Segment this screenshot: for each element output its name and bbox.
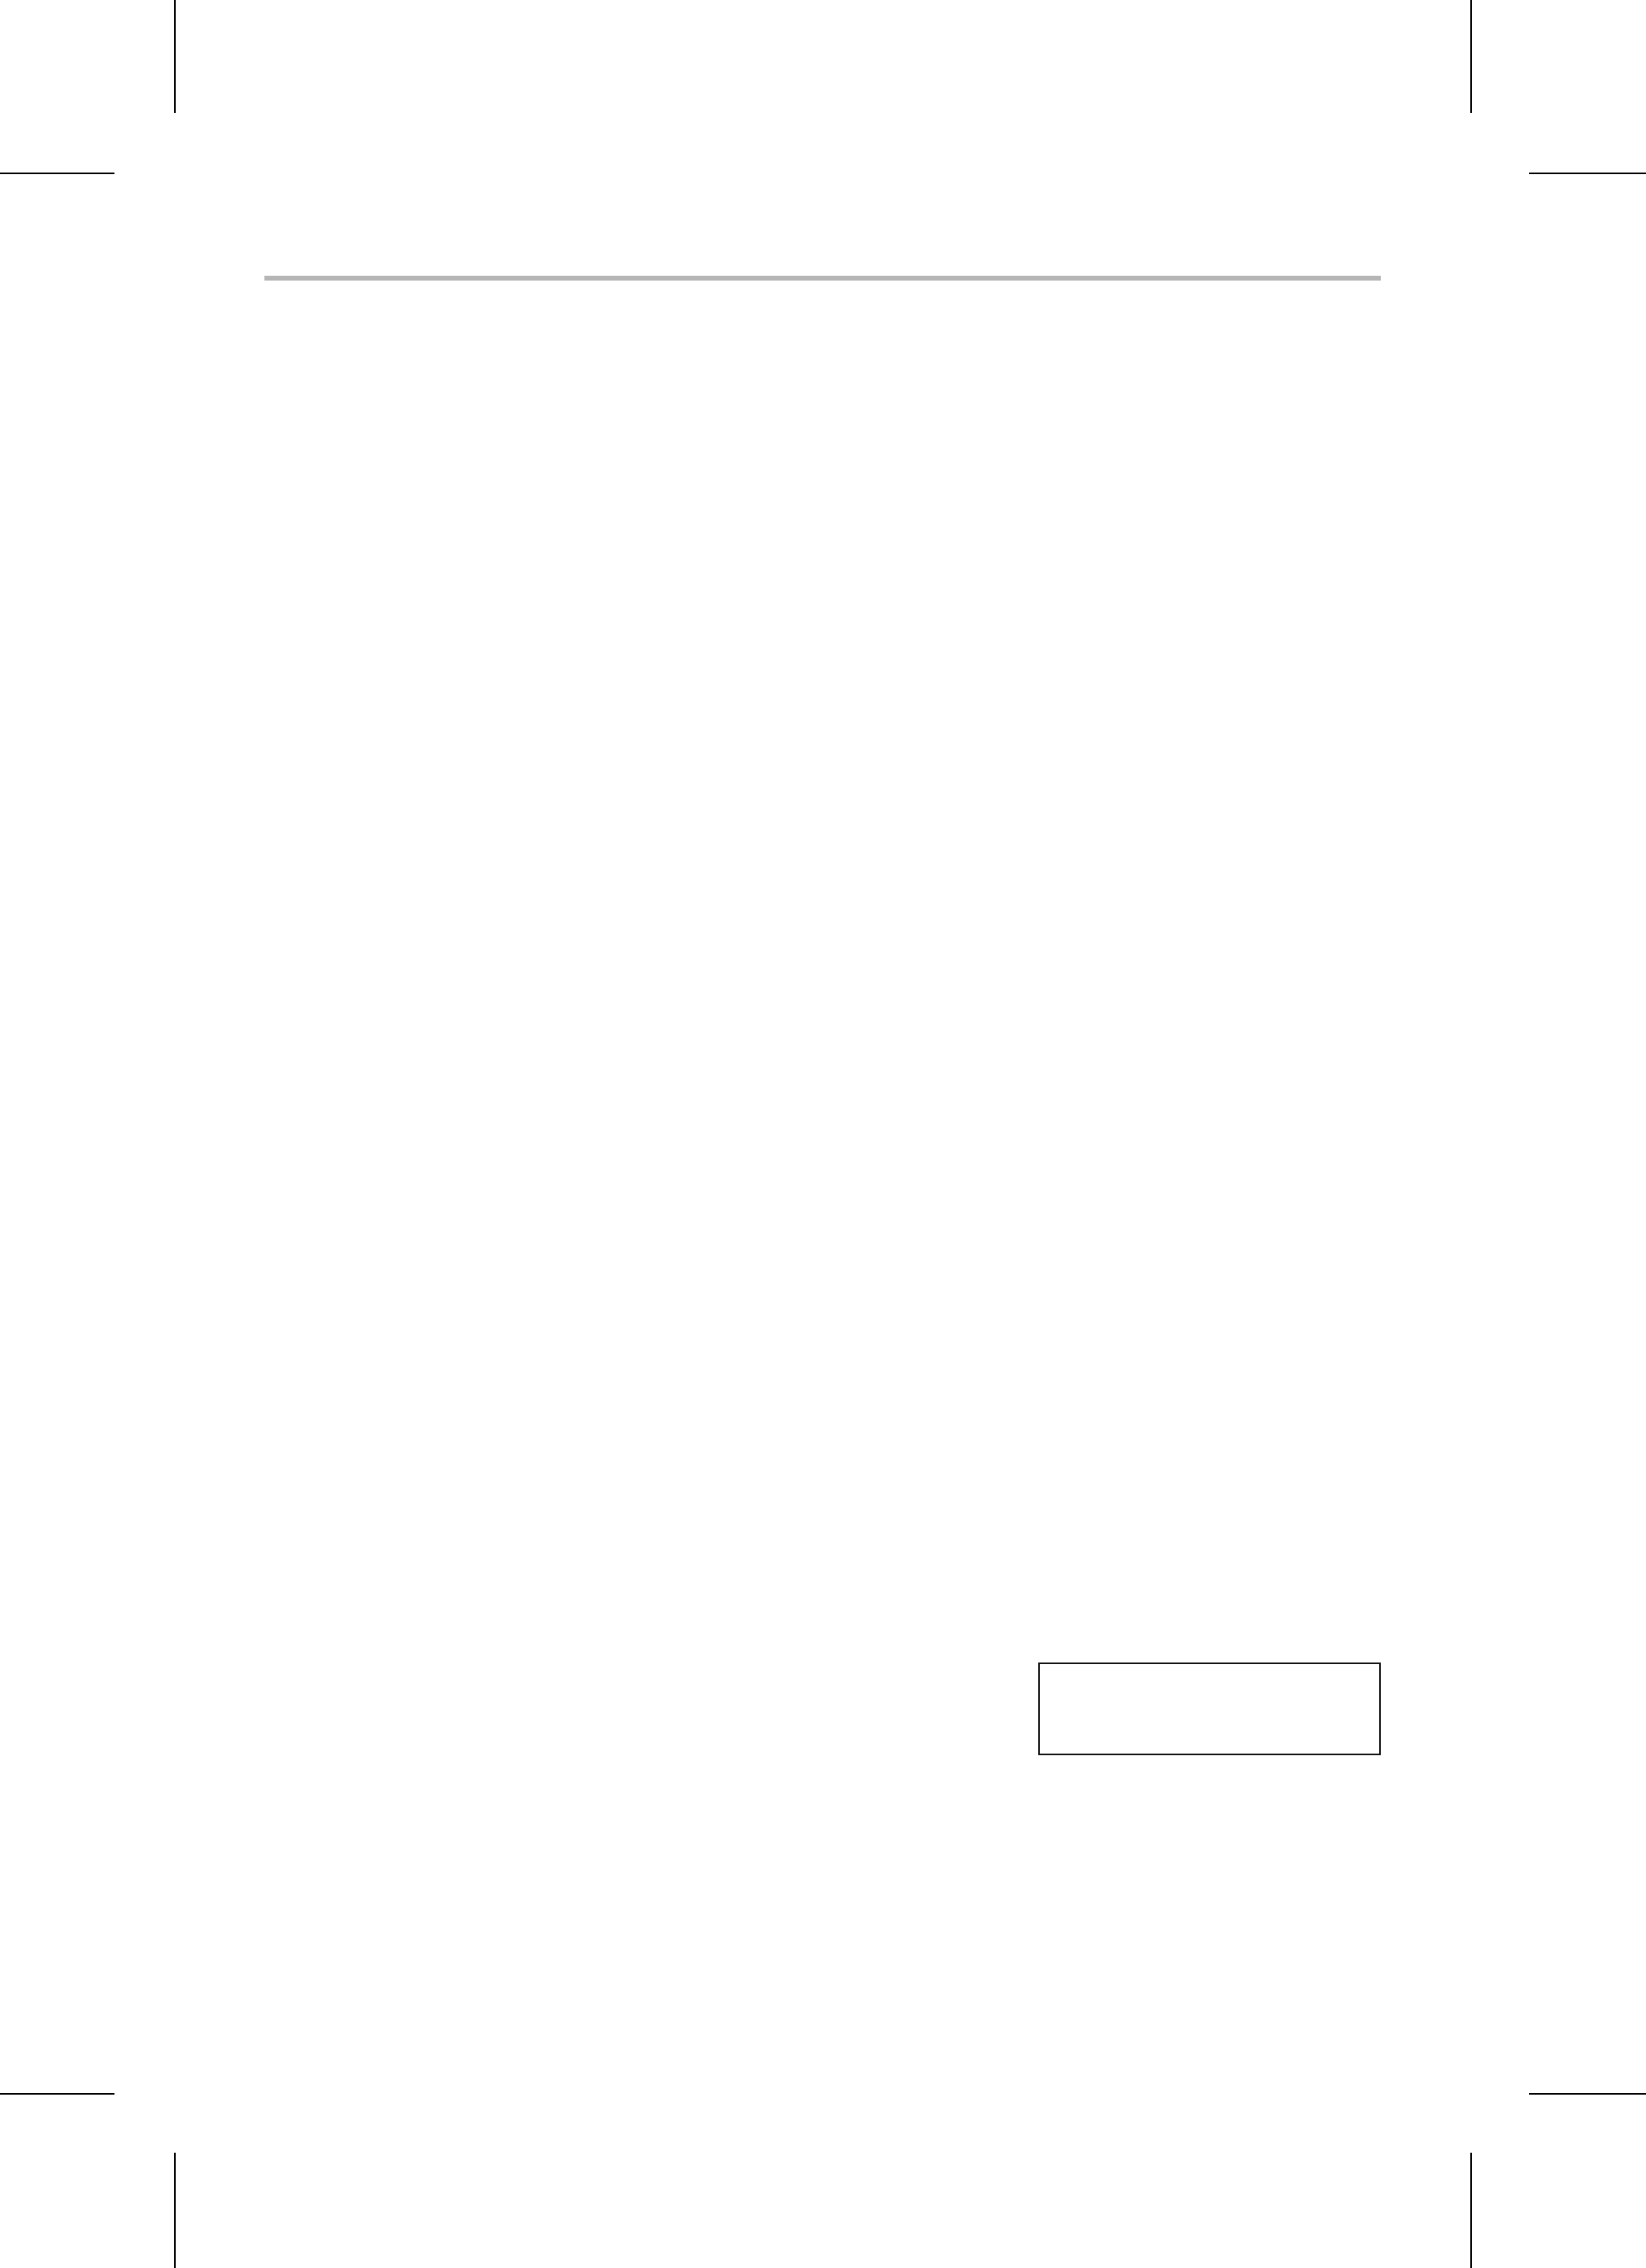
spacer (266, 337, 1382, 358)
crop-mark (1529, 173, 1646, 174)
spacer (266, 358, 1382, 379)
spacer (266, 316, 1382, 337)
crop-mark (174, 0, 176, 113)
serial-barcode-label (1038, 1663, 1381, 1755)
crop-mark (0, 173, 114, 174)
crop-mark (1470, 0, 1472, 113)
crop-mark (0, 2093, 114, 2095)
document-body (266, 295, 1382, 379)
crop-mark (1529, 2093, 1646, 2095)
crop-mark (1470, 2153, 1472, 2268)
spacer (266, 295, 1382, 316)
barcode-markers (1038, 1750, 1381, 1798)
title-divider (264, 276, 1381, 281)
barcode-image (1040, 1664, 1379, 1754)
crop-mark (174, 2153, 176, 2268)
